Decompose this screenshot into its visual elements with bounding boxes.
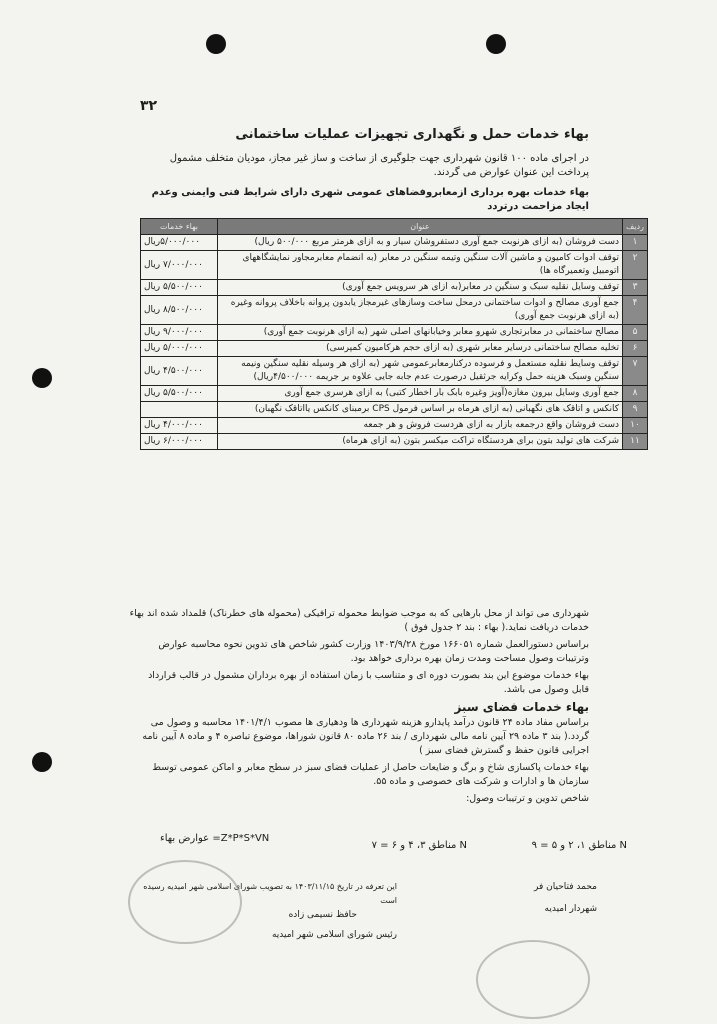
- row-number: ۲: [623, 251, 648, 280]
- row-price: [141, 402, 218, 418]
- row-price: ۴/۵۰۰/۰۰۰ ریال: [141, 357, 218, 386]
- fees-table: [140, 218, 648, 450]
- row-description: دست فروشان (به ازای هرنوبت جمع آوری دستفروشان سیار و به ازای هرمتر مربع ۵۰۰/۰۰۰ ریال): [218, 235, 623, 251]
- table-row: [141, 386, 648, 402]
- header-num: ردیف: [623, 219, 648, 235]
- table-row: [141, 280, 648, 296]
- row-description: توقف ادوات کامیون و ماشین آلات سنگین وتیمه سنگین در معابر (به انضمام معابرمجاور نمایشگاههای اتومبیل وتعمیرگاه ها): [218, 251, 623, 280]
- note-item: بهاء خدمات موضوع این بند بصورت دوره ای و متناسب با زمان استفاده از بهره برداران مشمول در قالب قرارداد قابل وصول می باشد.: [148, 670, 589, 695]
- table-row: [141, 341, 648, 357]
- punch-hole: [486, 34, 506, 54]
- row-description: توقف وسایط نقلیه مستعمل و فرسوده درکنارمعابرعمومی شهر (به ازای هر وسیله نقلیه سنگین ونیمه سنگین وسبک هزینه حمل وکرایه جرثقیل درصورت عدم جابه جایی علاوه بر جریمه ۴/۵۰۰/۰۰۰ریال): [218, 357, 623, 386]
- row-price: ۴/۰۰۰/۰۰۰ ریال: [141, 418, 218, 434]
- row-price: ۵/۵۰۰/۰۰۰ ریال: [141, 280, 218, 296]
- row-price: ۹/۰۰۰/۰۰۰ ریال: [141, 325, 218, 341]
- row-description: مصالح ساختمانی در معابرتجاری شهرو معابر وخیابانهای اصلی شهر (به ازای هرنوبت جمع آوری): [218, 325, 623, 341]
- intro-paragraph: در اجرای ماده ۱۰۰ قانون شهرداری جهت جلوگیری از ساخت و ساز غیر مجاز، مودیان متخلف مشمول پرداخت این عنوان عوارض می گردند.: [169, 153, 589, 178]
- intro-subtitle: بهاء خدمات بهره برداری ازمعابروفضاهای عمومی شهری دارای شرایط فنی وایمنی وعدم ایجاد مزاحمت درتردد: [151, 187, 589, 212]
- punch-hole: [32, 752, 52, 772]
- district-1: N مناطق ۱، ۲ و ۵ = ۹: [531, 840, 627, 851]
- row-number: ۷: [623, 357, 648, 386]
- notes-section: [128, 607, 589, 809]
- table-row: [141, 325, 648, 341]
- row-price: ۵/۵۰۰/۰۰۰ ریال: [141, 386, 218, 402]
- row-price: ۸/۵۰۰/۰۰۰ ریال: [141, 296, 218, 325]
- council-seal-stamp: [128, 860, 242, 944]
- signer-right-title: شهردار امیدیه: [544, 904, 597, 914]
- row-price: ۶/۰۰۰/۰۰۰ ریال: [141, 434, 218, 450]
- row-number: ۱: [623, 235, 648, 251]
- table-row: [141, 235, 648, 251]
- table-row: [141, 434, 648, 450]
- row-number: ۱۰: [623, 418, 648, 434]
- table-row: [141, 418, 648, 434]
- row-description: جمع آوری مصالح و ادوات ساختمانی درمحل ساخت وسازهای غیرمجاز یابدون پروانه باخلاف پروانه وغیره (به ازای هرنوبت جمع آوری): [218, 296, 623, 325]
- row-number: ۳: [623, 280, 648, 296]
- row-description: توقف وسایل نقلیه سبک و سنگین در معابر(به ازای هر سرویس جمع آوری): [218, 280, 623, 296]
- formula: عوارض بهاء =Z*P*S*VN: [160, 833, 270, 844]
- row-description: شرکت های تولید بتون برای هردستگاه تراکت میکسر بتون (به ازای هرماه): [218, 434, 623, 450]
- row-description: دست فروشان واقع درجمعه بازار به ازای هردست فروش و هر جمعه: [218, 418, 623, 434]
- formula-label: شاخص تدوین و ترتیبات وصول:: [466, 793, 589, 804]
- row-number: ۹: [623, 402, 648, 418]
- page-title: بهاء خدمات حمل و نگهداری تجهیزات عملیات ساختمانی: [235, 127, 589, 142]
- note-item: شهرداری می تواند از محل بارهایی که به موجب ضوابط محموله ترافیکی (محموله های خطرناک) قلمداد شده اند بهاء خدمات دریافت نماید.( بهاء : بند ۲ جدول فوق ): [129, 608, 589, 633]
- row-description: کانکس و اتاقک های نگهبانی (به ازای هرماه بر اساس فرمول CPS برمبنای کانکس یااتاقک نگهبان): [218, 402, 623, 418]
- row-description: تخلیه مصالح ساختمانی درسایر معابر شهری (به ازای حجم هرکامیون کمپرسی): [218, 341, 623, 357]
- header-desc: عنوان: [218, 219, 623, 235]
- row-number: ۵: [623, 325, 648, 341]
- row-description: جمع آوری وسایل بیرون مغازه(آویز وغیره بابک بار اخطار کتبی) به ازای هرسری جمع آوری: [218, 386, 623, 402]
- approval-text: این تعرفه در تاریخ ۱۴۰۳/۱۱/۱۵ به تصویب شورای اسلامی شهر امیدیه رسیده است: [143, 882, 397, 905]
- note-item: براساس دستورالعمل شماره ۱۶۶۰۵۱ مورخ ۱۴۰۳/۹/۲۸ وزارت کشور شاخص های تدوین نحوه محاسبه عوارض وترتیبات وصول مساحت ومدت زمان بهره برداری خواهد بود.: [158, 639, 589, 664]
- section-title-green-space: بهاء خدمات فضای سبز: [454, 700, 589, 714]
- page-number: ۳۲: [140, 98, 158, 114]
- signer-right-name: محمد فتاحیان فر: [534, 882, 597, 892]
- row-number: ۴: [623, 296, 648, 325]
- header-price: بهاء خدمات: [141, 219, 218, 235]
- table-row: [141, 357, 648, 386]
- signer-left-title: رئیس شورای اسلامی شهر امیدیه: [271, 930, 397, 940]
- table-row: [141, 296, 648, 325]
- table-row: [141, 402, 648, 418]
- table-row: [141, 251, 648, 280]
- row-number: ۱۱: [623, 434, 648, 450]
- signer-left-name: حافظ نسیمی زاده: [288, 910, 357, 920]
- district-2: N مناطق ۳، ۴ و ۶ = ۷: [371, 840, 467, 851]
- note-item: براساس مفاد ماده ۲۴ قانون درآمد پایدارو هزینه شهرداری ها ودهیاری ها مصوب ۱۴۰۱/۴/۱ محاسبه و وصول می گردد.( بند ۳ ماده ۲۹ آیین نامه مالی شهرداری / بند ۲۶ ماده ۸۰ قانون شوراها، موضوع تباصره ۴ و ماده ۸ آیین نامه اجرایی قانون حفظ و گسترش فضای سبز ): [142, 717, 589, 756]
- row-price: ۵/۰۰۰/۰۰۰ ریال: [141, 341, 218, 357]
- note-item: بهاء خدمات پاکسازی شاخ و برگ و ضایعات حاصل از عملیات فضای سبز در سطح معابر و اماکن عمومی توسط سازمان ها و ادارات و شرکت های خصوصی و ماده ۵۵.: [152, 762, 589, 787]
- row-number: ۶: [623, 341, 648, 357]
- municipality-seal-stamp: [476, 940, 590, 1019]
- row-price: ۷/۰۰۰/۰۰۰ ریال: [141, 251, 218, 280]
- punch-hole: [206, 34, 226, 54]
- punch-hole: [32, 368, 52, 388]
- row-price: ۵/۰۰۰/۰۰۰ریال: [141, 235, 218, 251]
- row-number: ۸: [623, 386, 648, 402]
